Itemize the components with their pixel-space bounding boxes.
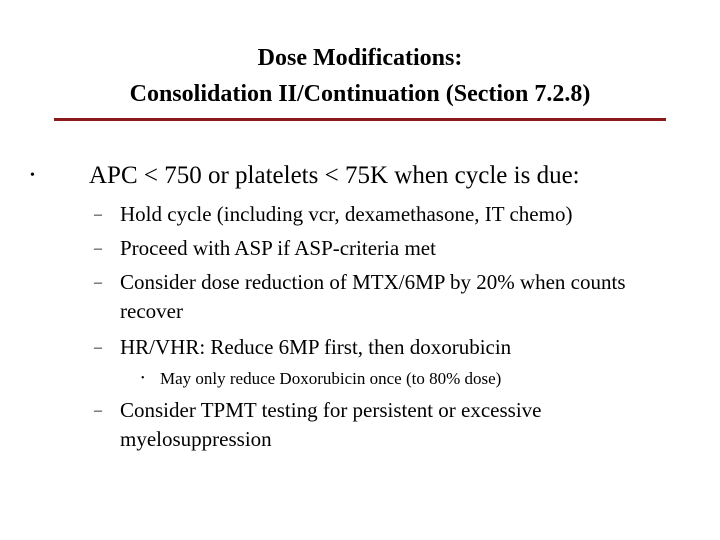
sub-bullet-text: Consider dose reduction of MTX/6MP by 20% when counts recover xyxy=(120,270,626,323)
bullet-icon: • xyxy=(141,373,145,384)
title-divider xyxy=(54,118,666,121)
dash-icon: – xyxy=(94,274,102,291)
sub-bullet-text: HR/VHR: Reduce 6MP first, then doxorubicin xyxy=(120,335,512,359)
title-line-2: Consolidation II/Continuation (Section 7.2.8) xyxy=(129,81,591,107)
dash-icon: – xyxy=(94,206,102,223)
sub-bullet-text: Consider TPMT testing for persistent or excessive myelosuppression xyxy=(120,398,542,451)
sub-bullet-text: Hold cycle (including vcr, dexamethasone, IT chemo) xyxy=(120,202,573,226)
sub-bullet-text: Proceed with ASP if ASP-criteria met xyxy=(120,236,436,260)
dash-icon: – xyxy=(94,339,102,356)
slide-title xyxy=(40,40,680,112)
main-bullet-text: APC < 750 or platelets < 75K when cycle is due: xyxy=(89,162,580,189)
sub-sub-bullet-text: May only reduce Doxorubicin once (to 80% dose) xyxy=(160,369,502,388)
bullet-icon: • xyxy=(30,168,35,183)
dash-icon: – xyxy=(94,402,102,419)
dash-icon: – xyxy=(94,240,102,257)
title-line-1: Dose Modifications: xyxy=(257,45,463,71)
